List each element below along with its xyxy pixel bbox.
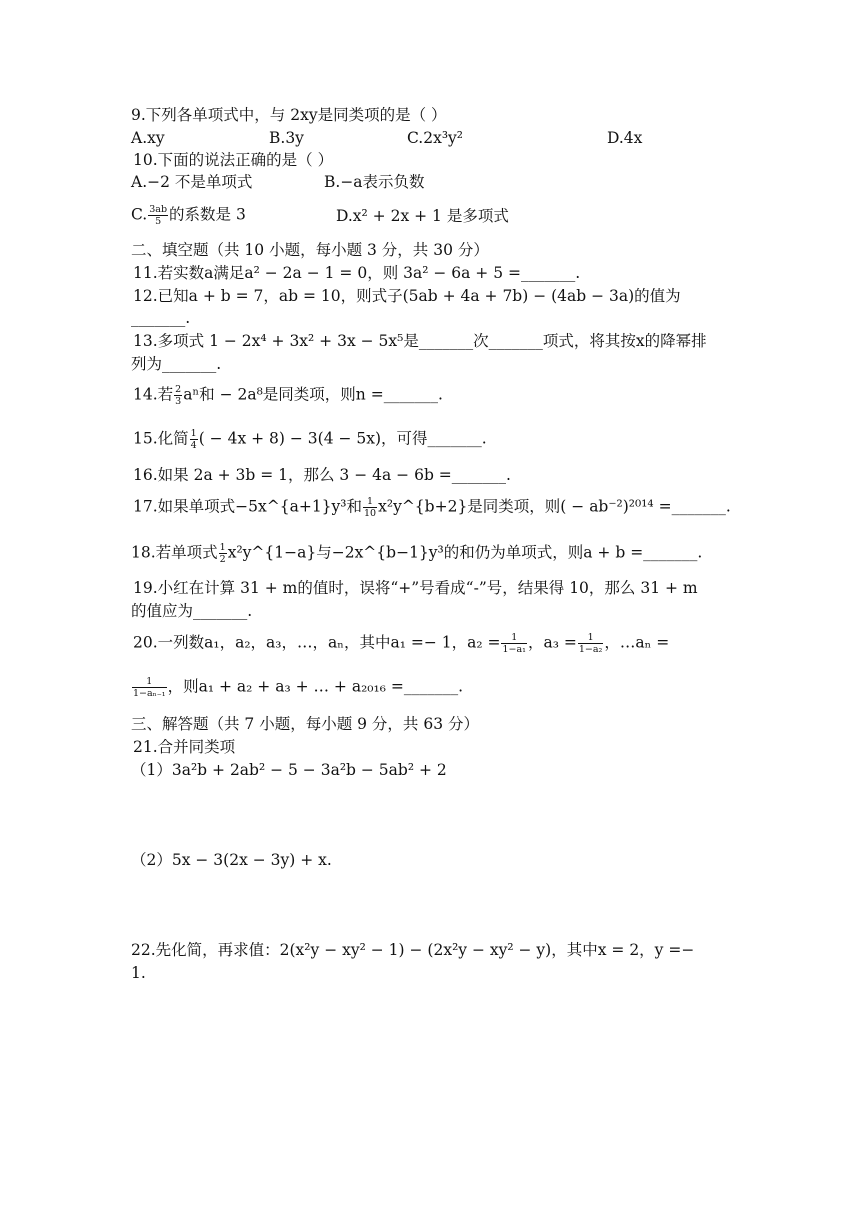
q11: 11.若实数a满足a² − 2a − 1 = 0，则 3a² − 6a + 5 =_______. [133, 264, 581, 282]
q20-an-fraction [132, 676, 167, 699]
q22-line2: 1. [131, 964, 146, 982]
q21-part2: （2）5x − 3(2x − 3y) + x. [131, 851, 332, 869]
fraction-denominator: 3 [175, 396, 182, 407]
q9-stem: 9.下列各单项式中，与 2xy是同类项的是（ ） [131, 106, 447, 124]
q10-option-a: A.−2 不是单项式 [131, 173, 253, 191]
fraction-denominator: 1−a₂ [578, 644, 603, 655]
q10-options-cd [131, 202, 691, 230]
fraction-denominator: 4 [190, 440, 197, 451]
q15-text: ( − 4x + 8) − 3(4 − 5x)，可得_______. [198, 429, 487, 448]
q18-fraction [219, 542, 227, 565]
fraction-numerator: 1 [578, 632, 603, 644]
q18 [131, 542, 702, 565]
q9-option-d: D.4x [607, 129, 643, 147]
q15-fraction [190, 428, 198, 451]
q18-text: x²y^{1−a}与−2x^{b−1}y³的和仍为单项式，则a + b =_______. [227, 543, 703, 562]
q10-option-d: D.x² + 2x + 1 是多项式 [336, 207, 509, 225]
fraction-numerator: 1 [363, 496, 377, 508]
q9-option-b: B.3y [269, 129, 304, 147]
q15 [133, 428, 487, 451]
fraction-denominator: 5 [155, 216, 162, 227]
q20-a3-fraction [578, 632, 603, 655]
q20-mid: ，a₃ = [527, 633, 577, 652]
q19-line2: 的值应为_______. [131, 602, 253, 620]
q20-a2-fraction [501, 632, 526, 655]
fraction-numerator: 2 [175, 384, 182, 395]
q17-fraction [363, 496, 377, 519]
q17-prefix: 17.如果单项式−5x^{a+1}y³和 [133, 497, 363, 516]
q14-fraction [174, 384, 182, 407]
q13-line2: 列为_______. [131, 355, 222, 373]
q21-title: 21.合并同类项 [133, 738, 236, 756]
q17-text: x²y^{b+2}是同类项，则( − ab⁻²)²⁰¹⁴ =_______. [378, 497, 731, 516]
q20-line2 [131, 676, 463, 699]
q10-option-c-label: C. [131, 205, 148, 224]
q20-line1 [133, 632, 669, 655]
q13-line1: 13.多项式 1 − 2x⁴ + 3x² + 3x − 5x⁵是_______次_______项式，将其按x的降幂排 [133, 332, 707, 350]
q10-option-c [131, 204, 246, 227]
q15-prefix: 15.化简 [133, 429, 189, 448]
fraction-numerator: 3ab [149, 204, 168, 215]
q20-prefix: 20.一列数a₁，a₂，a₃，…，aₙ，其中a₁ =− 1，a₂ = [133, 633, 501, 652]
fraction-numerator: 1 [219, 542, 226, 553]
q10-option-c-fraction [148, 204, 168, 227]
q9-option-c: C.2x³y² [407, 129, 464, 147]
q10-option-b: B.−a表示负数 [324, 173, 425, 191]
q9-option-a: A.xy [131, 129, 165, 147]
q14 [133, 384, 443, 407]
q19-line1: 19.小红在计算 31 + m的值时，误将“+”号看成“-”号，结果得 10，那么 31 + m [133, 579, 698, 597]
fraction-denominator: 1−a₁ [502, 644, 526, 655]
q12-line1: 12.已知a + b = 7，ab = 10，则式子(5ab + 4a + 7b) − (4ab − 3a)的值为 [133, 287, 681, 305]
q16: 16.如果 2a + 3b = 1，那么 3 − 4a − 6b =_______. [133, 466, 511, 484]
q12-line2: _______. [131, 309, 191, 327]
q10-option-c-text: 的系数是 3 [169, 205, 246, 224]
section-3-heading: 三、解答题（共 7 小题，每小题 9 分，共 63 分） [131, 715, 480, 733]
q22-line1: 22.先化简，再求值：2(x²y − xy² − 1) − (2x²y − xy² − y)，其中x = 2，y =− [131, 941, 695, 959]
q20-line1-suffix: ，…aₙ = [604, 633, 670, 652]
q21-part1: （1）3a²b + 2ab² − 5 − 3a²b − 5ab² + 2 [131, 761, 447, 779]
q14-text: aⁿ和 − 2a⁸是同类项，则n =_______. [183, 385, 443, 404]
q14-prefix: 14.若 [133, 385, 174, 404]
q18-prefix: 18.若单项式 [131, 543, 218, 562]
q20-line2-text: ，则a₁ + a₂ + a₃ + … + a₂₀₁₆ =_______. [167, 677, 464, 696]
fraction-numerator: 1 [132, 676, 167, 688]
fraction-numerator: 1 [190, 428, 197, 439]
q10-stem: 10.下面的说法正确的是（ ） [133, 151, 334, 169]
fraction-denominator: 10 [364, 508, 377, 519]
q17 [133, 496, 731, 519]
fraction-denominator: 1−aₙ₋₁ [133, 688, 166, 699]
fraction-denominator: 2 [219, 554, 226, 565]
fraction-numerator: 1 [501, 632, 526, 644]
section-2-heading: 二、填空题（共 10 小题，每小题 3 分，共 30 分） [131, 241, 489, 259]
